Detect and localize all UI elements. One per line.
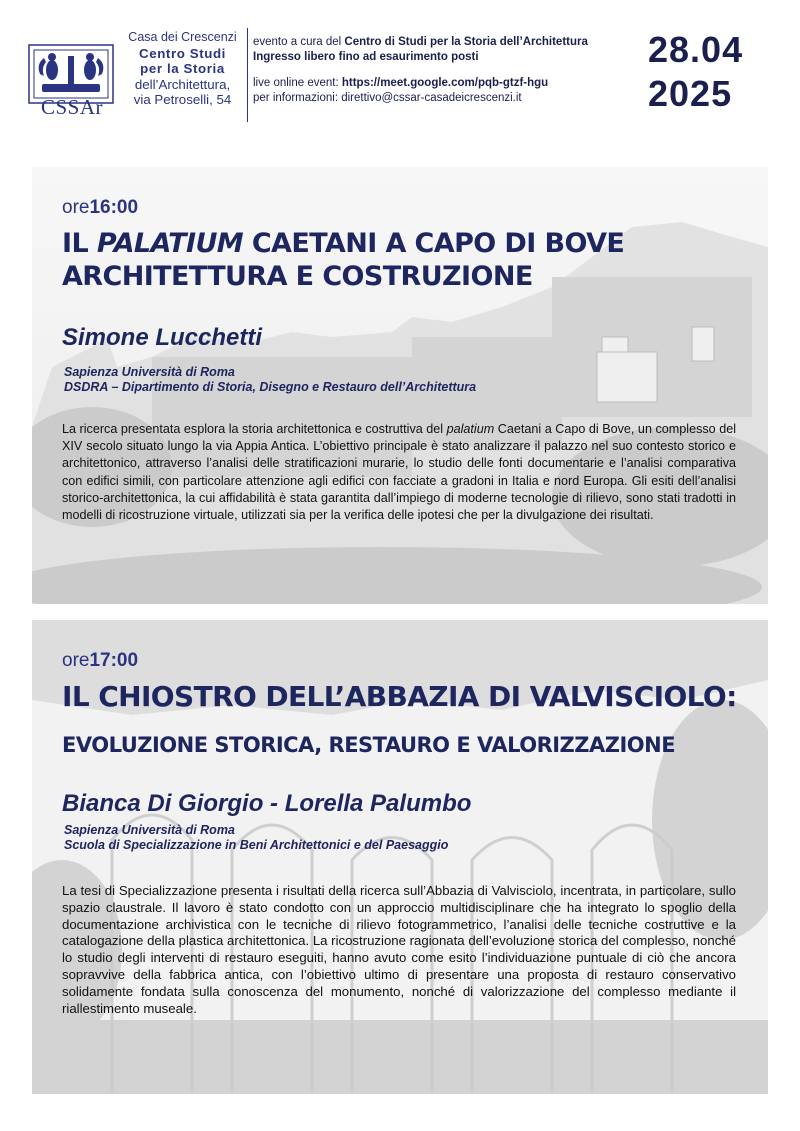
organization-name [120, 30, 245, 108]
org-line: via Petroselli, 54 [133, 92, 232, 108]
speaker-names: Bianca Di Giorgio - Lorella Palumbo [62, 790, 472, 817]
speaker-affiliation: Sapienza Università di Roma Scuola di Specializzazione in Beni Architettonici e del Paesaggio [64, 823, 449, 852]
contact-email[interactable]: direttivo@cssar-casadeicrescenzi.it [341, 92, 522, 104]
date-year: 2025 [648, 73, 733, 114]
meet-link[interactable]: https://meet.google.com/pqb-gtzf-hgu [341, 77, 549, 89]
org-line: per la Storia [140, 61, 225, 77]
talk-panel-2 [32, 620, 768, 1094]
talk-subtitle: EVOLUZIONE STORICA, RESTAURO E VALORIZZAZIONE [62, 733, 676, 757]
speaker-affiliation: Sapienza Università di Roma DSDRA – Dipartimento di Storia, Disegno e Restauro dell’Architettura [64, 365, 477, 394]
talk-time: ore17:00 [62, 650, 139, 671]
talk-abstract: La ricerca presentata esplora la storia architettonica e costruttiva del palatium Caetani a Capo di Bove, un complesso del XIV secolo situato lungo la via Appia Antica. L’obiettivo principale è stato analizzare il palazzo nel suo contesto storico e architettonico, attraverso l’analisi delle stratificazioni murarie, lo studio delle fonti documentarie e l’analisi comparativa con edifici simili, con particolare attenzione agli edifici con facciate a gradoni in Italia e nord Europa. Gli esiti dell’analisi storico-architettonica, la cui affidabilità è stata garantita dall’impiego di moderne tecnologie di rilievo, sono stati tradotti in modelli di ricostruzione virtuale, utilizzati sia per la verifica delle ipotesi che per la divulgazione dei risultati. [62, 422, 737, 523]
org-line: Casa dei Crescenzi [128, 30, 237, 44]
org-line: Centro Studi [139, 45, 226, 61]
date-day-month: 28.04 [648, 29, 744, 70]
header-divider [247, 28, 248, 122]
talk-panel-1 [32, 167, 768, 604]
entry-note: Ingresso libero fino ad esaurimento posti [253, 51, 479, 63]
contact-info: per informazioni: direttivo@cssar-casadeicrescenzi.it [253, 92, 522, 104]
event-date [648, 28, 788, 116]
talk-title [62, 227, 762, 293]
talk-abstract: La tesi di Specializzazione presenta i risultati della ricerca sull’Abbazia di Valvisciolo, incentrata, in particolare, sullo spazio claustrale. Il lavoro è stato condotto con un approccio multidisciplinare che ha integrato lo spoglio della documentazione archivistica con le tecniche di rilievo fotogrammetrico, l’analisi delle tecniche costruttive e la catalogazione della plastica architettonica. La ricostruzione ragionata dell’evoluzione storica del complesso, nonché lo studio degli interventi di restauro eseguiti, hanno avuto come esito l’individuazione puntuale di ciò che ancora sopravvive della fabbrica antica, con l’obiettivo ultimo di presentare una proposta di restauro conservativo solidamente fondata sulla conoscenza del monumento, nonché di valorizzazione del complesso mediante il riallestimento museale. [62, 883, 736, 1016]
header [0, 0, 800, 130]
event-info [253, 35, 653, 106]
talk-time: ore16:00 [62, 197, 139, 218]
logo-wordmark: CSSAr [40, 95, 104, 119]
talk-title: IL CHIOSTRO DELL’ABBAZIA DI VALVISCIOLO: [62, 680, 737, 713]
speaker-name: Simone Lucchetti [62, 324, 263, 351]
title-line: ARCHITETTURA E COSTRUZIONE [62, 261, 533, 292]
live-event: live online event: https://meet.google.com/pqb-gtzf-hgu [253, 77, 549, 89]
event-organizer: evento a cura del Centro di Studi per la Storia dell’Architettura [253, 36, 588, 48]
org-line: dell’Architettura, [134, 76, 231, 92]
title-line: IL PALATIUM CAETANI A CAPO DI BOVE [62, 228, 625, 259]
